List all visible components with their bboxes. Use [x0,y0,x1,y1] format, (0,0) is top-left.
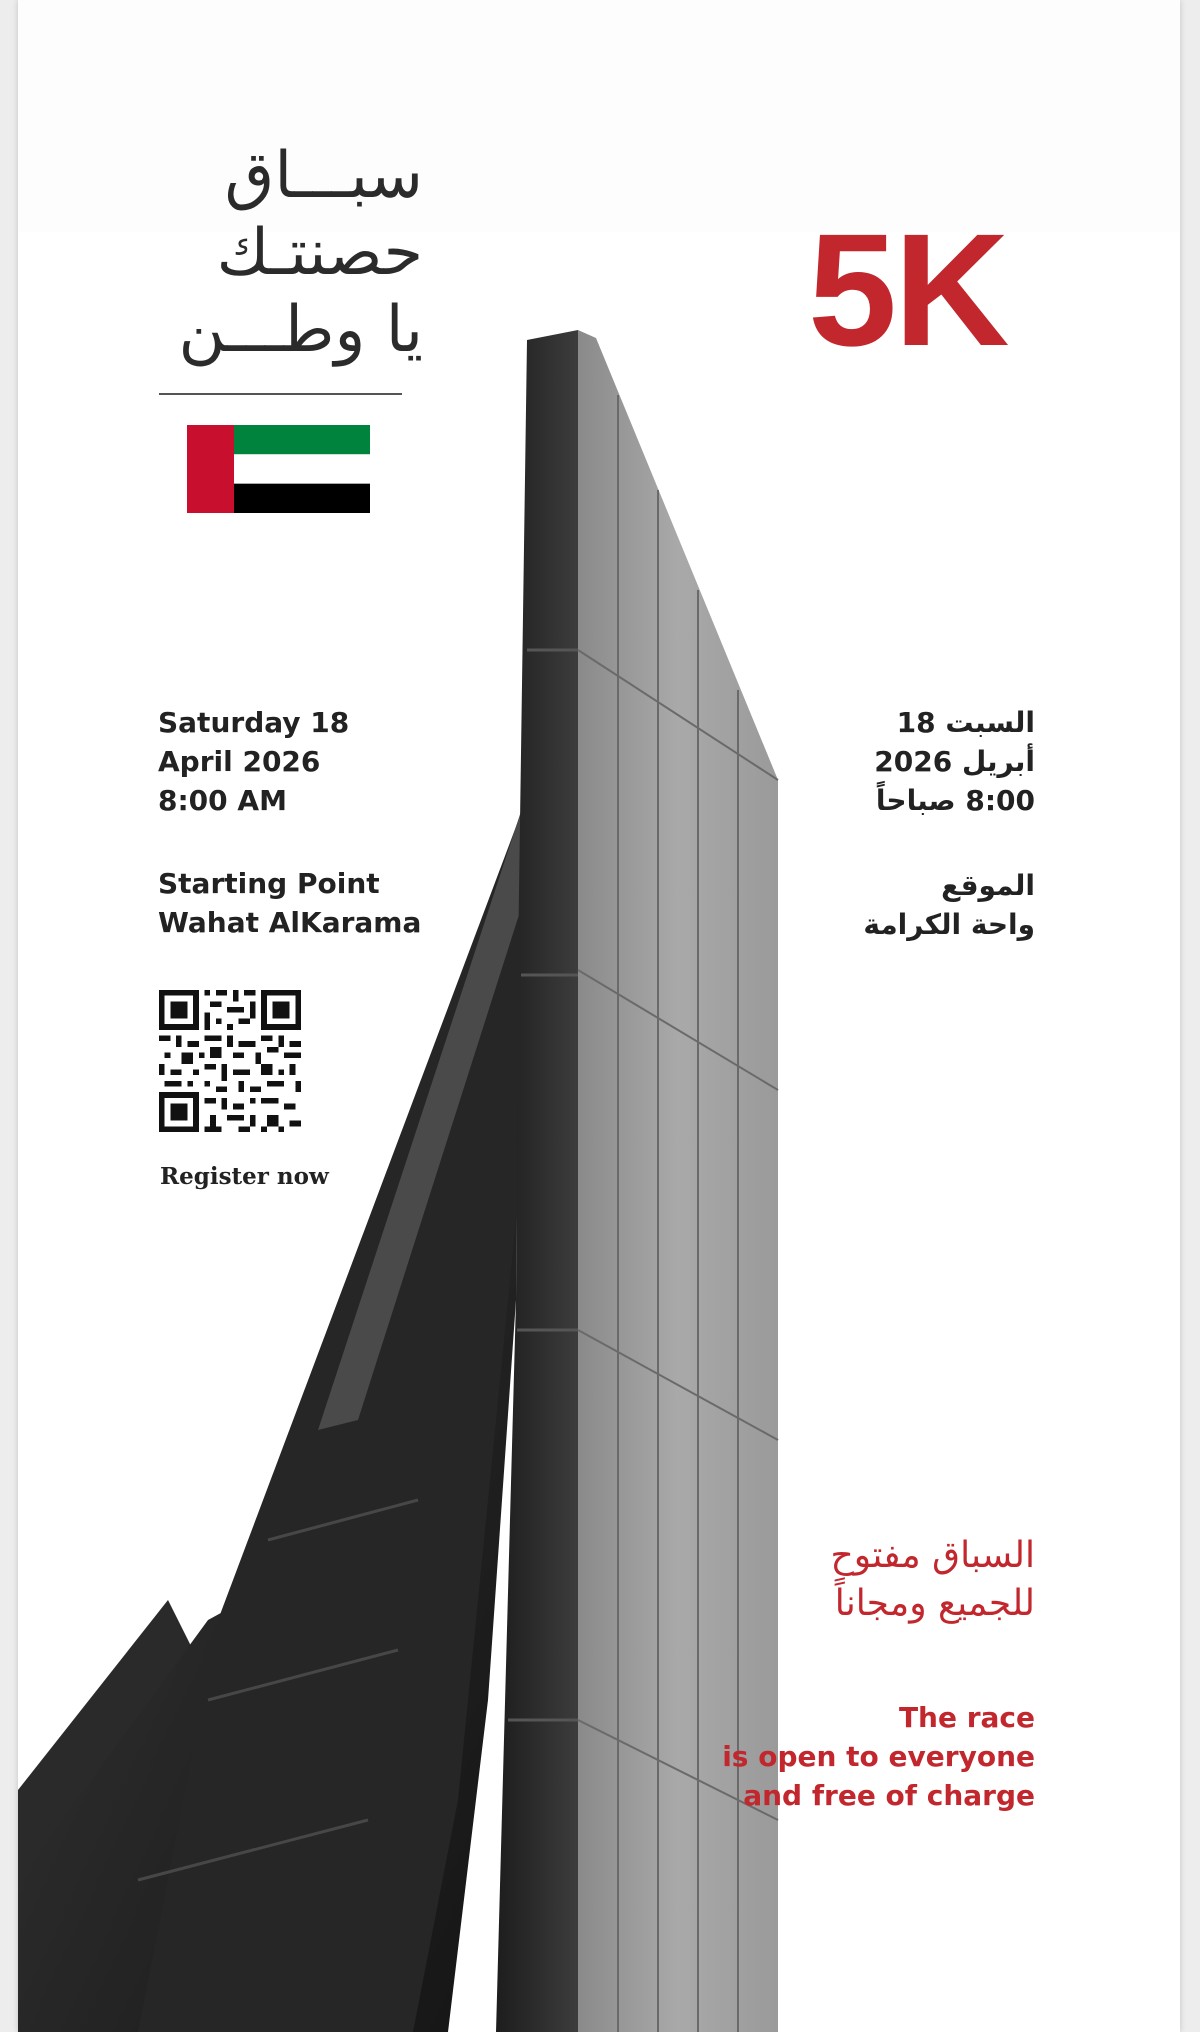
arabic-title-line-1: سبـــاق [224,139,423,213]
arabic-open-notice [831,1532,1036,1628]
event-poster [18,0,1180,2032]
arabic-location-line: الموقع [941,869,1035,902]
english-date-line: Saturday 18 [158,706,350,739]
arabic-open-line: السباق مفتوح [830,1535,1035,1576]
english-date-line: April 2026 [158,745,321,778]
english-open-line: and free of charge [743,1779,1035,1812]
arabic-date [874,703,1035,820]
arabic-date-line: أبريل 2026 [874,745,1035,778]
arabic-location-line: واحة الكرامة [863,908,1035,941]
arabic-date-line: 8:00 صباحاً [875,784,1035,817]
qr-code-icon[interactable] [159,990,301,1132]
english-location-line: Wahat AlKarama [158,906,422,939]
arabic-date-line: السبت 18 [896,706,1035,739]
english-open-line: The race [898,1701,1035,1734]
arabic-title [158,138,423,369]
arabic-location [863,866,1035,944]
arabic-open-line: للجميع ومجاناً [834,1583,1035,1624]
english-open-notice [722,1698,1035,1815]
english-date [158,703,349,820]
uae-flag-icon [187,425,370,513]
english-location-line: Starting Point [158,867,380,900]
distance-label: 5K [808,200,1007,379]
english-location [158,864,421,942]
arabic-title-line-2: حصنتـك [216,216,423,290]
title-divider [159,393,402,395]
english-open-line: is open to everyone [722,1740,1035,1773]
register-link[interactable]: Register now [160,1163,329,1190]
english-date-line: 8:00 AM [158,784,287,817]
arabic-title-line-3: يا وطـــن [178,293,423,367]
